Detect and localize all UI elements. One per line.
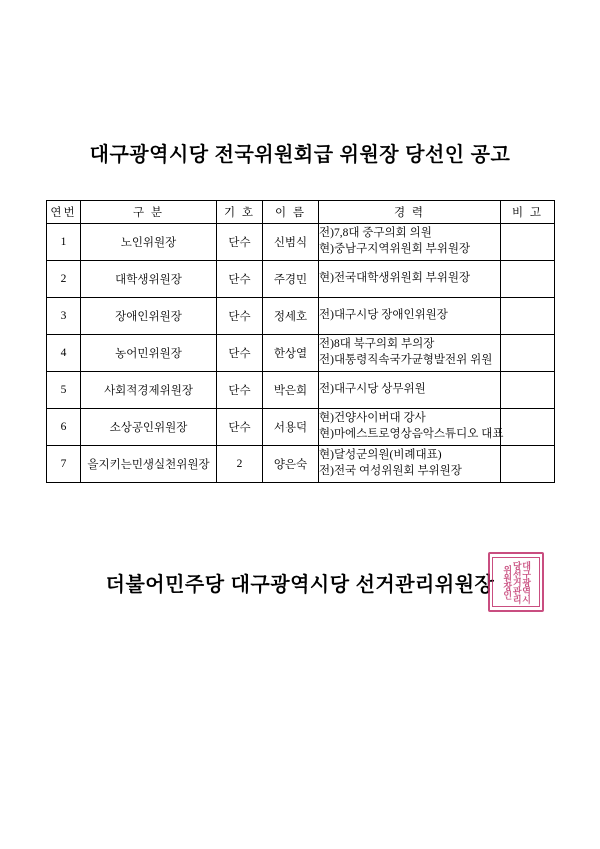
career-line: 현)마에스트로영상음악스튜디오 대표: [319, 428, 504, 440]
cell-no: 4: [47, 335, 81, 372]
cell-name: 서용덕: [263, 409, 319, 446]
cell-division: 농어민위원장: [81, 335, 217, 372]
cell-symbol: 단수: [217, 224, 263, 261]
cell-no: 1: [47, 224, 81, 261]
cell-no: 3: [47, 298, 81, 335]
cell-name: 정세호: [263, 298, 319, 335]
official-seal-stamp: [488, 552, 544, 612]
table-row: [47, 409, 555, 446]
column-header-name: 이 름: [263, 201, 319, 224]
cell-symbol: 2: [217, 446, 263, 483]
announcement-table: [46, 200, 555, 483]
cell-note: [501, 298, 555, 335]
cell-symbol: 단수: [217, 298, 263, 335]
cell-note: [501, 372, 555, 409]
cell-division: 장애인위원장: [81, 298, 217, 335]
cell-division: 대학생위원장: [81, 261, 217, 298]
cell-name: 양은숙: [263, 446, 319, 483]
signature-line: 더불어민주당 대구광역시당 선거관리위원장: [105, 574, 495, 596]
table-header-row: [47, 201, 555, 224]
column-header-career: 경 력: [319, 201, 501, 224]
career-line: 전)대구시당 장애인위원장: [319, 309, 448, 322]
table-row: [47, 298, 555, 335]
career-line: 현)달성군의원(비례대표): [319, 449, 442, 462]
career-line: 현)전국대학생위원회 부위원장: [319, 272, 471, 285]
table-row: [47, 335, 555, 372]
announcement-table-wrap: [46, 200, 554, 483]
cell-name: 신범식: [263, 224, 319, 261]
career-line: 현)건양사이버대 강사: [319, 412, 426, 425]
cell-division: 사회적경제위원장: [81, 372, 217, 409]
cell-symbol: 단수: [217, 335, 263, 372]
column-header-note: 비 고: [501, 201, 555, 224]
cell-career: [319, 261, 501, 298]
official-seal-text: 대구광역시당선거관리위원장인: [492, 557, 540, 607]
cell-note: [501, 224, 555, 261]
career-line: 전)대구시당 상무위원: [319, 383, 426, 396]
career-line: 전)8대 북구의회 부의장: [319, 338, 435, 351]
cell-symbol: 단수: [217, 261, 263, 298]
column-header-no: 연번: [47, 201, 81, 224]
cell-division: 을지키는민생실천위원장: [81, 446, 217, 483]
career-line: 전)7,8대 중구의회 의원: [319, 227, 432, 240]
cell-note: [501, 446, 555, 483]
page-title: 대구광역시당 전국위원회급 위원장 당선인 공고: [89, 144, 511, 166]
table-row: [47, 261, 555, 298]
cell-name: 주경민: [263, 261, 319, 298]
cell-career: [319, 335, 501, 372]
table-row: [47, 224, 555, 261]
cell-career: [319, 298, 501, 335]
column-header-division: 구 분: [81, 201, 217, 224]
cell-career: [319, 446, 501, 483]
table-row: [47, 446, 555, 483]
table-row: [47, 372, 555, 409]
cell-name: 박은희: [263, 372, 319, 409]
cell-division: 노인위원장: [81, 224, 217, 261]
cell-no: 2: [47, 261, 81, 298]
cell-no: 6: [47, 409, 81, 446]
career-line: 현)중남구지역위원회 부위원장: [319, 243, 471, 255]
cell-career: [319, 409, 504, 446]
cell-note: [501, 261, 555, 298]
cell-name: 한상열: [263, 335, 319, 372]
cell-career: [319, 224, 501, 261]
cell-division: 소상공인위원장: [81, 409, 217, 446]
column-header-symbol: 기 호: [217, 201, 263, 224]
cell-note: [501, 409, 555, 446]
table-body: [47, 224, 555, 483]
cell-note: [501, 335, 555, 372]
career-line: 전)전국 여성위원회 부위원장: [319, 465, 462, 477]
cell-symbol: 단수: [217, 372, 263, 409]
cell-no: 5: [47, 372, 81, 409]
cell-career: [319, 372, 501, 409]
cell-symbol: 단수: [217, 409, 263, 446]
cell-no: 7: [47, 446, 81, 483]
career-line: 전)대통령직속국가균형발전위 위원: [319, 354, 493, 366]
